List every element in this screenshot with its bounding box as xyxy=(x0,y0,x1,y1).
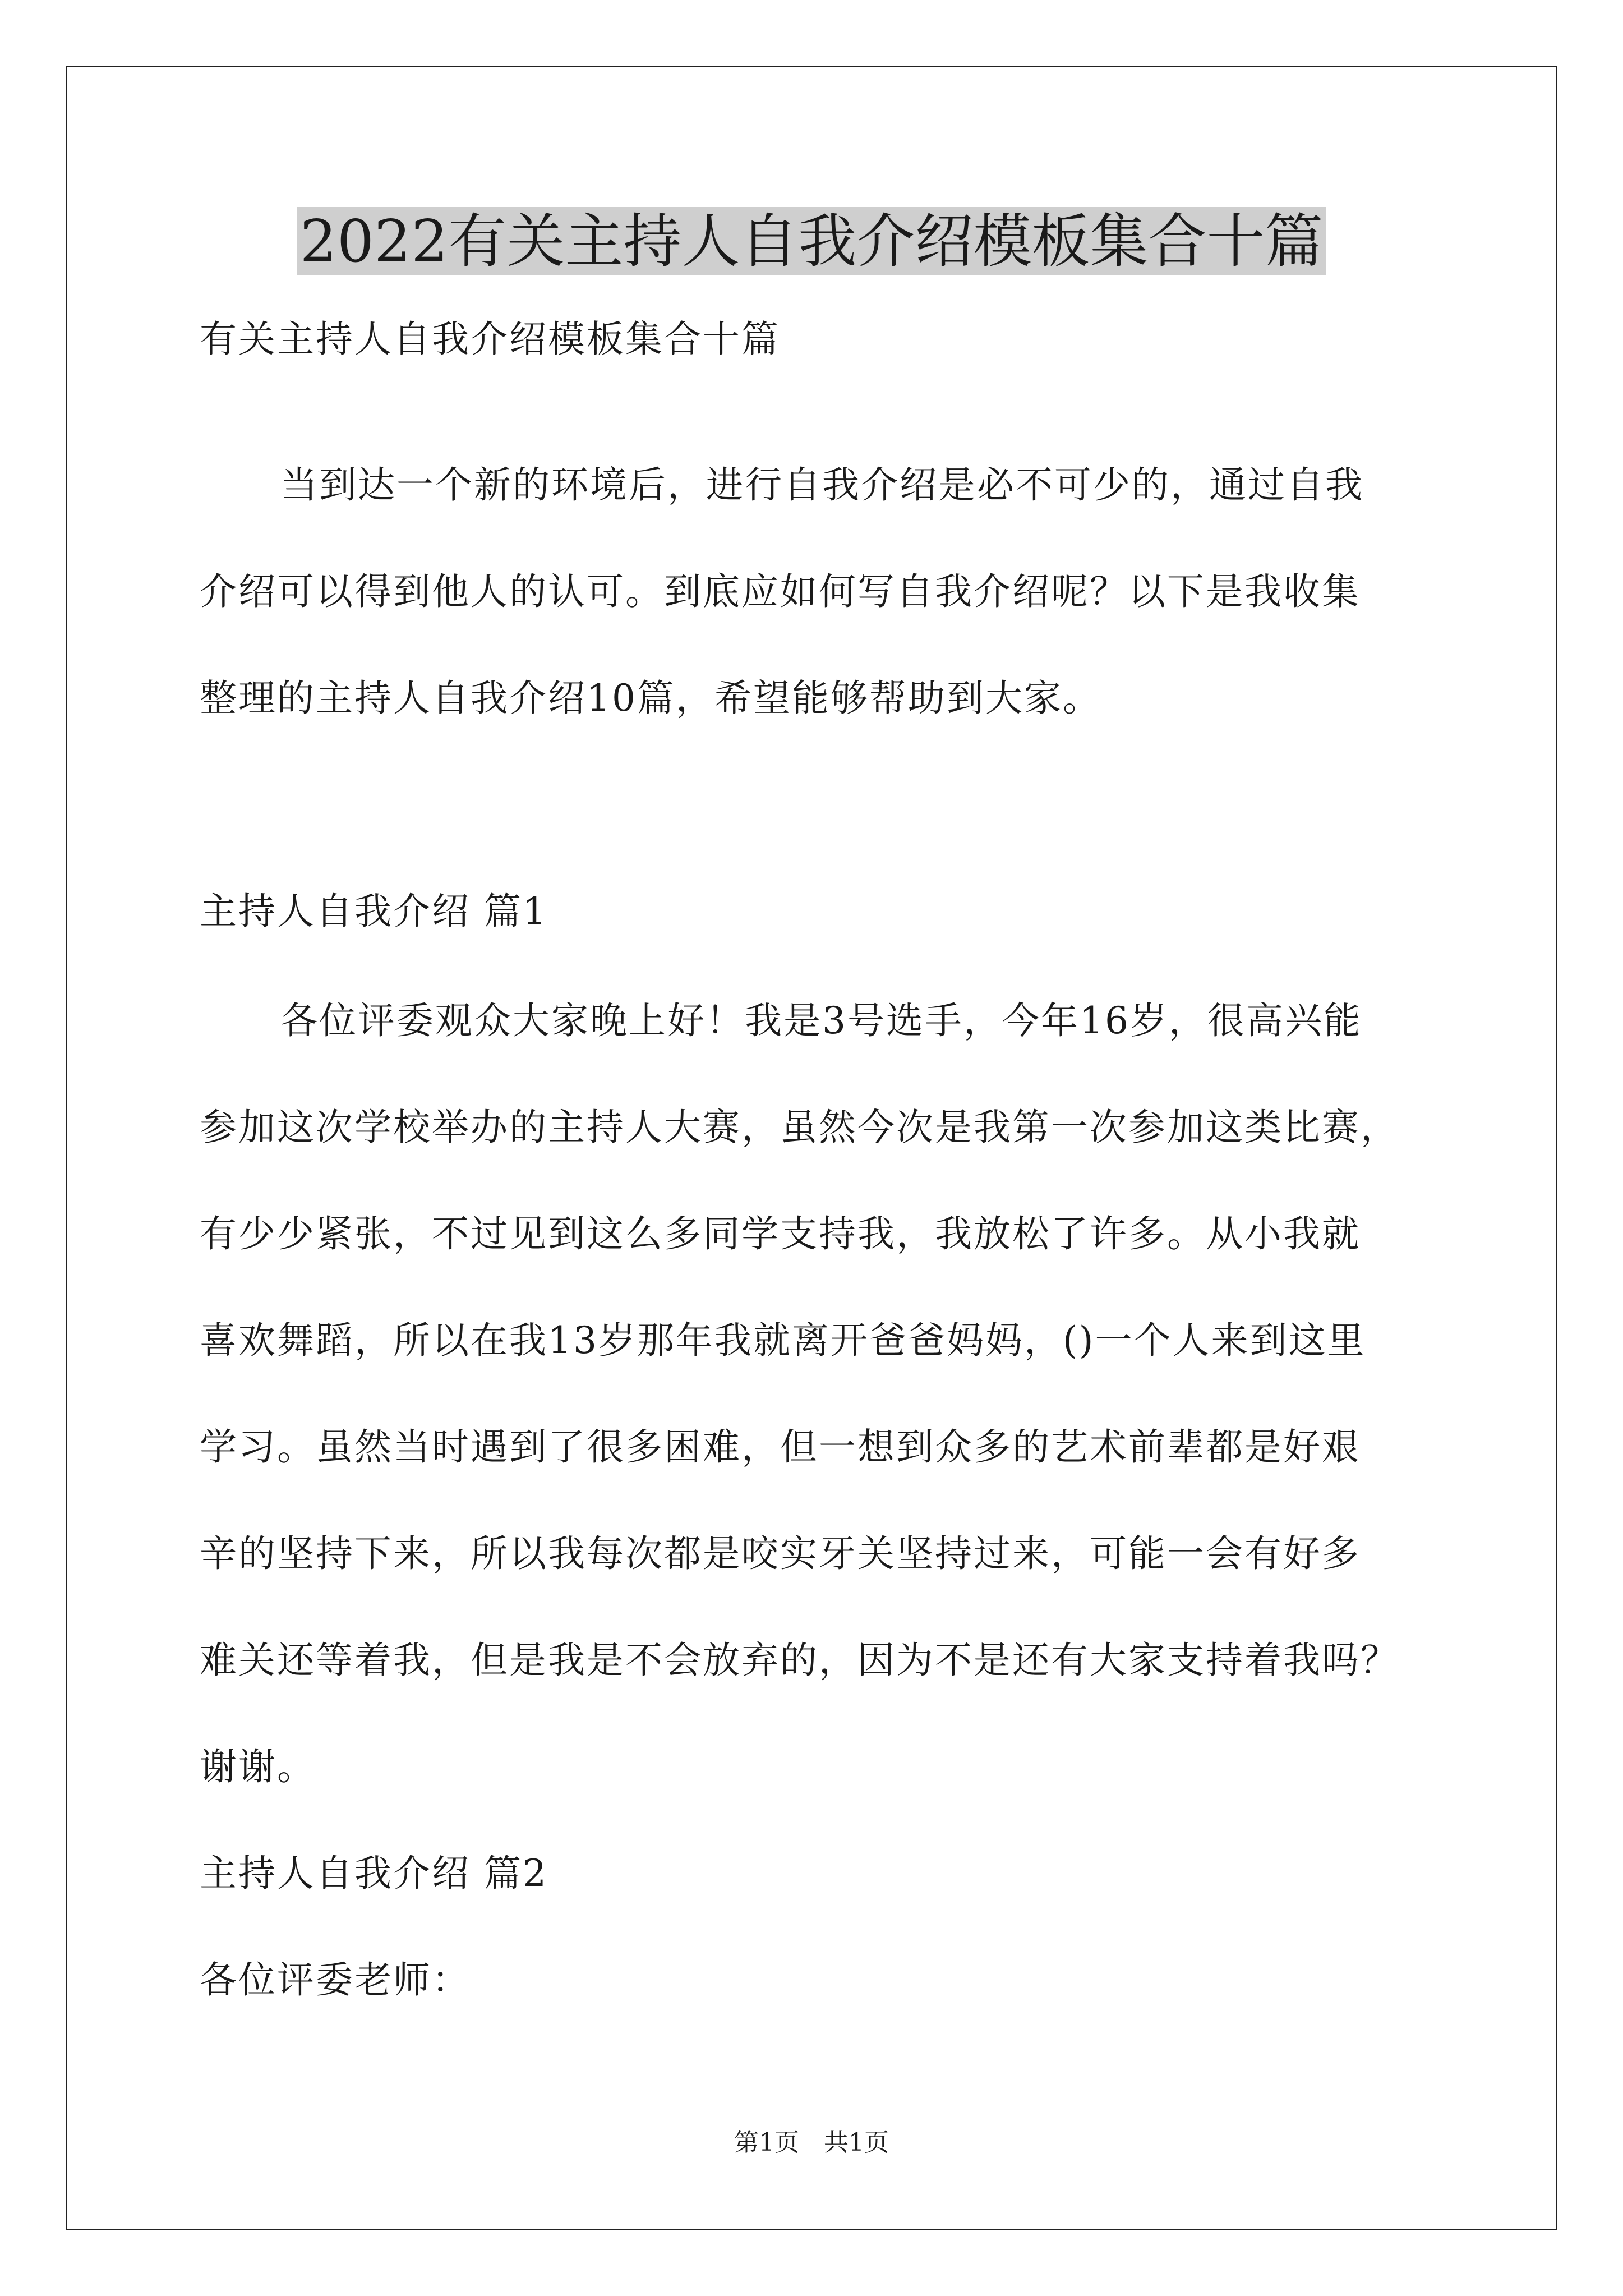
section-1-heading: 主持人自我介绍 篇1 xyxy=(200,890,548,933)
intro-line-3: 整理的主持人自我介绍10篇，希望能够帮助到大家。 xyxy=(200,677,1101,720)
section-1-line-6: 辛的坚持下来，所以我每次都是咬实牙关坚持过来，可能一会有好多 xyxy=(200,1532,1361,1575)
section-1-line-3: 有少少紧张，不过见到这么多同学支持我，我放松了许多。从小我就 xyxy=(200,1212,1361,1255)
section-1-line-5: 学习。虽然当时遇到了很多困难，但一想到众多的艺术前辈都是好艰 xyxy=(200,1425,1361,1469)
section-1-line-4: 喜欢舞蹈，所以在我13岁那年我就离开爸爸妈妈，()一个人来到这里 xyxy=(200,1319,1366,1362)
section-2-line-1: 各位评委老师： xyxy=(200,1958,471,2001)
section-1-line-1: 各位评委观众大家晚上好！我是3号选手，今年16岁，很高兴能 xyxy=(280,999,1362,1042)
section-1-line-7: 难关还等着我，但是我是不会放弃的，因为不是还有大家支持着我吗？ xyxy=(200,1639,1399,1682)
page-footer: 第1页 共1页 xyxy=(734,2128,889,2157)
section-1-line-2: 参加这次学校举办的主持人大赛，虽然今次是我第一次参加这类比赛， xyxy=(200,1106,1399,1149)
intro-line-2: 介绍可以得到他人的认可。到底应如何写自我介绍呢？以下是我收集 xyxy=(200,570,1361,613)
document-title: 2022有关主持人自我介绍模板集合十篇 xyxy=(0,199,1623,283)
intro-line-1: 当到达一个新的环境后，进行自我介绍是必不可少的，通过自我 xyxy=(280,463,1364,507)
document-subtitle: 有关主持人自我介绍模板集合十篇 xyxy=(200,318,780,361)
section-1-line-8: 谢谢。 xyxy=(200,1745,316,1788)
section-2-heading: 主持人自我介绍 篇2 xyxy=(200,1852,548,1895)
